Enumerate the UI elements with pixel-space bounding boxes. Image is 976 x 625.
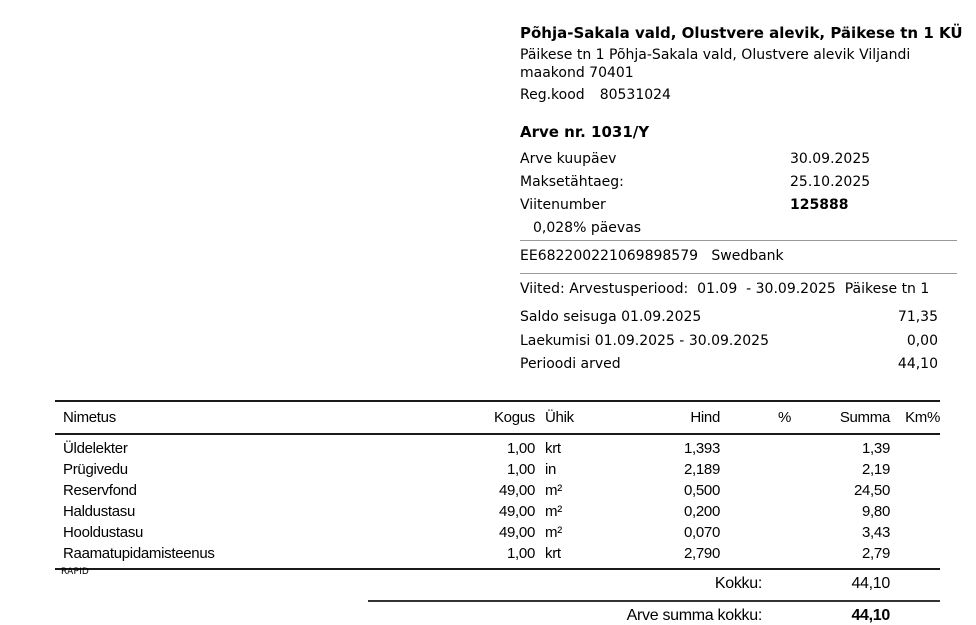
references-line: Viited: Arvestusperiood: 01.09 - 30.09.2025 Päikese tn 1	[520, 281, 930, 297]
regcode-label: Reg.kood	[520, 87, 585, 103]
cell-unit: in	[545, 461, 557, 478]
header-percent: %	[777, 409, 791, 426]
cell-qty: 1,00	[507, 440, 535, 457]
cell-price: 2,790	[683, 545, 720, 562]
saldo-row	[520, 308, 957, 332]
cell-unit: krt	[545, 545, 561, 562]
invoice-date-label: Arve kuupäev	[520, 151, 617, 167]
cell-name: Haldustasu	[63, 503, 136, 520]
regcode-row	[520, 86, 957, 104]
table-row	[55, 459, 940, 480]
cell-unit: krt	[545, 440, 561, 457]
table-header-row	[55, 400, 940, 435]
items-table	[55, 400, 940, 625]
cell-price: 0,500	[683, 482, 720, 499]
period-invoices-label: Perioodi arved	[520, 356, 621, 372]
invoice-date-row	[520, 150, 957, 173]
regcode-value: 80531024	[599, 87, 671, 103]
kokku-row	[55, 575, 940, 593]
cell-qty: 1,00	[507, 545, 535, 562]
cell-sum: 1,39	[862, 440, 890, 457]
due-date-label: Maksetähtaeg:	[520, 174, 624, 190]
header-hind: Hind	[690, 409, 720, 426]
cell-qty: 49,00	[498, 503, 535, 520]
cell-name: Prügivedu	[63, 461, 128, 478]
payments-value: 0,00	[906, 332, 938, 349]
header-km: Km%	[905, 409, 940, 426]
table-body	[55, 435, 940, 570]
cell-name: Hooldustasu	[63, 524, 144, 541]
recipient-title: Põhja-Sakala vald, Olustvere alevik, Päikese tn 1 KÜ	[520, 24, 963, 42]
cell-sum: 2,79	[862, 545, 890, 562]
header-yhik: Ühik	[545, 409, 574, 426]
header-summa: Summa	[839, 409, 890, 426]
due-date-row	[520, 173, 957, 196]
cell-name: Raamatupidamisteenus	[63, 545, 215, 562]
cell-price: 1,393	[683, 440, 720, 457]
software-label: RAPID	[61, 567, 90, 577]
saldo-label: Saldo seisuga 01.09.2025	[520, 309, 702, 325]
reference-number-value: 125888	[790, 197, 849, 213]
cell-unit: m²	[545, 524, 562, 541]
cell-unit: m²	[545, 482, 562, 499]
grand-total-row	[55, 607, 940, 625]
cell-price: 2,189	[683, 461, 720, 478]
payments-label: Laekumisi 01.09.2025 - 30.09.2025	[520, 332, 769, 349]
period-invoices-value: 44,10	[897, 356, 938, 372]
invoice-number-title: Arve nr. 1031/Y	[520, 123, 650, 141]
table-row	[55, 501, 940, 522]
cell-qty: 49,00	[498, 524, 535, 541]
reference-number-row	[520, 196, 957, 219]
header-kogus: Kogus	[493, 409, 535, 426]
cell-qty: 49,00	[498, 482, 535, 499]
saldo-value: 71,35	[897, 309, 938, 325]
table-row	[55, 522, 940, 543]
invoice-header-section	[520, 24, 963, 379]
cell-sum: 2,19	[862, 461, 890, 478]
header-nimetus: Nimetus	[63, 409, 116, 426]
cell-sum: 24,50	[853, 482, 890, 499]
cell-price: 0,200	[683, 503, 720, 520]
kokku-value: 44,10	[851, 575, 890, 592]
cell-name: Üldelekter	[63, 440, 128, 457]
grand-total-label: Arve summa kokku:	[626, 607, 762, 624]
period-invoices-row	[520, 355, 957, 379]
invoice-date-value: 30.09.2025	[790, 151, 871, 167]
payments-row	[520, 332, 957, 356]
kokku-label: Kokku:	[714, 575, 762, 592]
cell-price: 0,070	[683, 524, 720, 541]
bank-account-line: EE682200221069898579 Swedbank	[520, 240, 957, 274]
table-row	[55, 480, 940, 501]
cell-unit: m²	[545, 503, 562, 520]
table-row	[55, 438, 940, 459]
due-date-value: 25.10.2025	[790, 174, 871, 190]
reference-number-label: Viitenumber	[520, 197, 606, 213]
cell-sum: 9,80	[862, 503, 890, 520]
grand-total-value: 44,10	[851, 607, 890, 624]
penalty-note: 0,028% päevas	[533, 220, 642, 236]
cell-qty: 1,00	[507, 461, 535, 478]
cell-name: Reservfond	[63, 482, 137, 499]
table-row	[55, 543, 940, 564]
total-divider	[368, 600, 940, 602]
recipient-address: Päikese tn 1 Põhja-Sakala vald, Olustvere alevik Viljandi maakond 70401	[520, 47, 911, 81]
cell-sum: 3,43	[862, 524, 890, 541]
